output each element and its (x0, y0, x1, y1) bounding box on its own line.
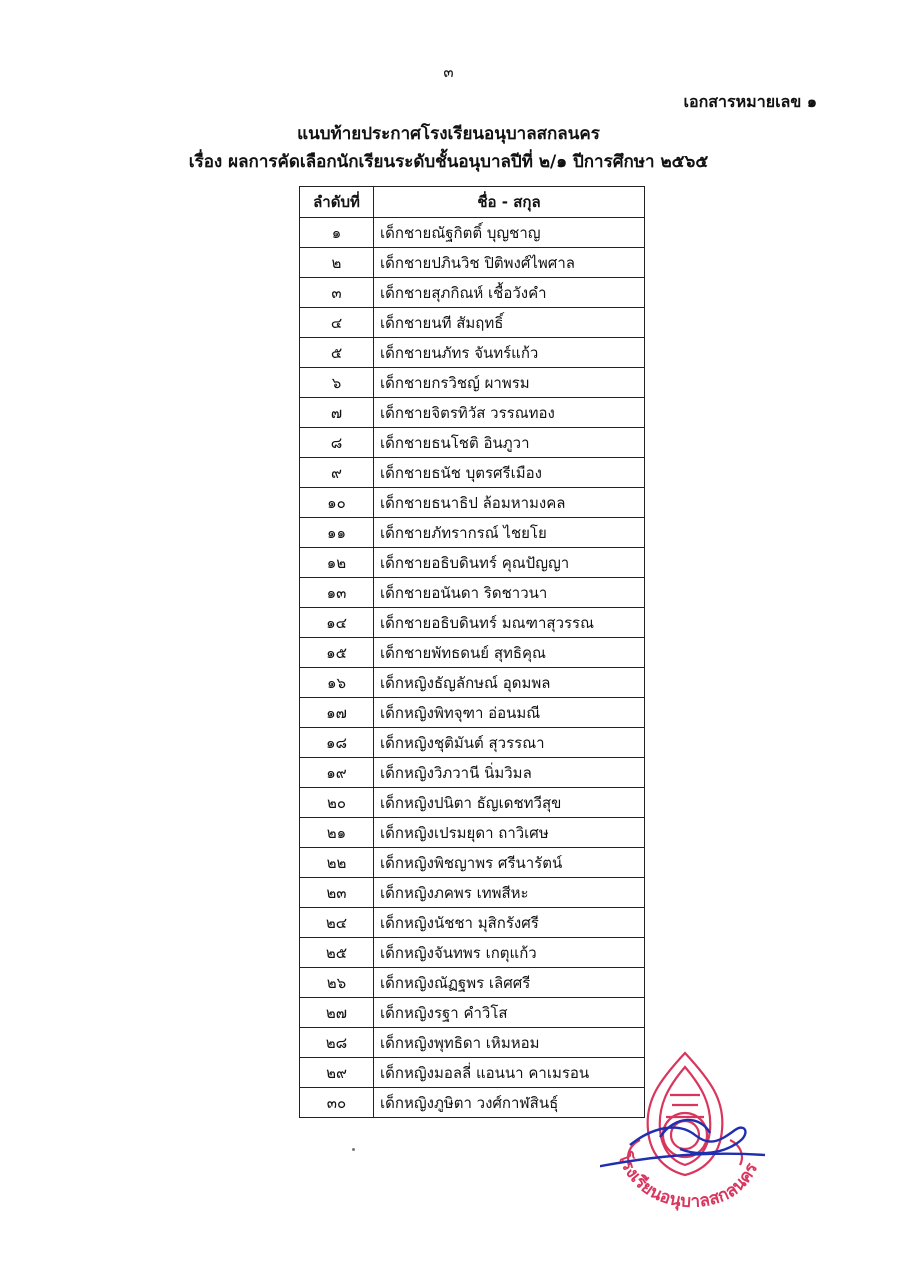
table-row (300, 998, 645, 1028)
row-name: เด็กหญิงรฐา คำวิโส (374, 998, 645, 1028)
table-row (300, 608, 645, 638)
row-name: เด็กหญิงมอลลี่ แอนนา คาเมรอน (374, 1058, 645, 1088)
table-row (300, 908, 645, 938)
row-name: เด็กหญิงนัชชา มุสิกรังศรี (374, 908, 645, 938)
table-row (300, 728, 645, 758)
row-number: ๙ (300, 458, 374, 488)
table-row (300, 668, 645, 698)
row-number: ๑๒ (300, 548, 374, 578)
document-heading: แนบท้ายประกาศโรงเรียนอนุบาลสกลนคร (297, 124, 600, 144)
row-number: ๘ (300, 428, 374, 458)
table-body (300, 218, 645, 1118)
row-name: เด็กชายธนโชติ อินภูวา (374, 428, 645, 458)
row-name: เด็กหญิงปนิตา ธัญเดชทวีสุข (374, 788, 645, 818)
table-row (300, 548, 645, 578)
row-number: ๒๑ (300, 818, 374, 848)
row-name: เด็กชายจิตรทิวัส วรรณทอง (374, 398, 645, 428)
table-row (300, 818, 645, 848)
header-name: ชื่อ - สกุล (374, 187, 645, 218)
row-name: เด็กหญิงพิชญาพร ศรีนารัตน์ (374, 848, 645, 878)
row-number: ๒ (300, 248, 374, 278)
row-name: เด็กชายธนาธิป ล้อมหามงคล (374, 488, 645, 518)
stray-mark (352, 1148, 355, 1151)
document-subject: เรื่อง ผลการคัดเลือกนักเรียนระดับชั้นอนุบาลปีที่ ๒/๑ ปีการศึกษา ๒๕๖๕ (188, 152, 709, 172)
row-number: ๑๘ (300, 728, 374, 758)
table-row (300, 218, 645, 248)
table-row (300, 938, 645, 968)
table-row (300, 428, 645, 458)
row-name: เด็กชายกรวิชญ์ ผาพรม (374, 368, 645, 398)
table-row (300, 338, 645, 368)
row-name: เด็กชายอนันดา ริดชาวนา (374, 578, 645, 608)
table-header-row (300, 187, 645, 218)
row-number: ๒๕ (300, 938, 374, 968)
table-row (300, 458, 645, 488)
row-number: ๗ (300, 398, 374, 428)
row-number: ๑๐ (300, 488, 374, 518)
row-name: เด็กหญิงเปรมยุดา ถาวิเศษ (374, 818, 645, 848)
row-number: ๑๗ (300, 698, 374, 728)
table-row (300, 758, 645, 788)
table-row (300, 848, 645, 878)
row-number: ๑ (300, 218, 374, 248)
row-number: ๒๐ (300, 788, 374, 818)
table-row (300, 878, 645, 908)
row-number: ๑๔ (300, 608, 374, 638)
row-name: เด็กชายพัทธดนย์ สุทธิคุณ (374, 638, 645, 668)
row-number: ๑๓ (300, 578, 374, 608)
header-order: ลำดับที่ (300, 187, 374, 218)
row-number: ๒๖ (300, 968, 374, 998)
row-number: ๒๙ (300, 1058, 374, 1088)
row-name: เด็กชายสุภกิณห์ เชื้อวังคำ (374, 278, 645, 308)
row-number: ๒๔ (300, 908, 374, 938)
row-number: ๑๑ (300, 518, 374, 548)
row-number: ๒๘ (300, 1028, 374, 1058)
svg-text:โรงเรียนอนุบาลสกลนคร (613, 1149, 763, 1212)
row-name: เด็กชายนที สัมฤทธิ์ (374, 308, 645, 338)
table-row (300, 488, 645, 518)
row-name: เด็กชายนภัทร จันทร์แก้ว (374, 338, 645, 368)
table-row (300, 1058, 645, 1088)
table-row (300, 308, 645, 338)
row-number: ๒๓ (300, 878, 374, 908)
table-row (300, 578, 645, 608)
row-name: เด็กชายธนัช บุตรศรีเมือง (374, 458, 645, 488)
row-name: เด็กหญิงภคพร เทพสีหะ (374, 878, 645, 908)
row-number: ๔ (300, 308, 374, 338)
table-row (300, 968, 645, 998)
row-number: ๒๒ (300, 848, 374, 878)
row-number: ๒๗ (300, 998, 374, 1028)
table-row (300, 518, 645, 548)
row-name: เด็กหญิงธัญลักษณ์ อุดมพล (374, 668, 645, 698)
row-name: เด็กชายอธิบดินทร์ คุณปัญญา (374, 548, 645, 578)
table-row (300, 1088, 645, 1118)
row-number: ๕ (300, 338, 374, 368)
table-row (300, 698, 645, 728)
table-row (300, 638, 645, 668)
row-name: เด็กชายภัทรากรณ์ ไชยโย (374, 518, 645, 548)
row-name: เด็กชายณัฐกิตติ์ บุญชาญ (374, 218, 645, 248)
school-seal (600, 1045, 770, 1215)
table-row (300, 248, 645, 278)
row-name: เด็กหญิงวิภวานี นิ่มวิมล (374, 758, 645, 788)
table-row (300, 368, 645, 398)
row-number: ๓๐ (300, 1088, 374, 1118)
row-number: ๑๕ (300, 638, 374, 668)
row-name: เด็กหญิงภูษิตา วงศ์กาฬสินธุ์ (374, 1088, 645, 1118)
row-name: เด็กหญิงพุทธิดา เหิมหอม (374, 1028, 645, 1058)
row-number: ๑๙ (300, 758, 374, 788)
table-row (300, 1028, 645, 1058)
row-name: เด็กชายปภินวิช ปิติพงศ์ไพศาล (374, 248, 645, 278)
row-name: เด็กหญิงพิทจุฑา อ่อนมณี (374, 698, 645, 728)
document-reference: เอกสารหมายเลข ๑ (683, 92, 817, 111)
row-name: เด็กชายอธิบดินทร์ มณฑาสุวรรณ (374, 608, 645, 638)
results-table (299, 186, 645, 1118)
row-number: ๖ (300, 368, 374, 398)
table-row (300, 278, 645, 308)
row-name: เด็กหญิงณัฏฐพร เลิศศรี (374, 968, 645, 998)
row-number: ๑๖ (300, 668, 374, 698)
table-row (300, 398, 645, 428)
row-name: เด็กหญิงจันทพร เกตุแก้ว (374, 938, 645, 968)
row-name: เด็กหญิงชุติมันต์ สุวรรณา (374, 728, 645, 758)
seal-text: โรงเรียนอนุบาลสกลนคร (613, 1149, 763, 1213)
row-number: ๓ (300, 278, 374, 308)
page-number: ๓ (443, 63, 454, 81)
table-row (300, 788, 645, 818)
